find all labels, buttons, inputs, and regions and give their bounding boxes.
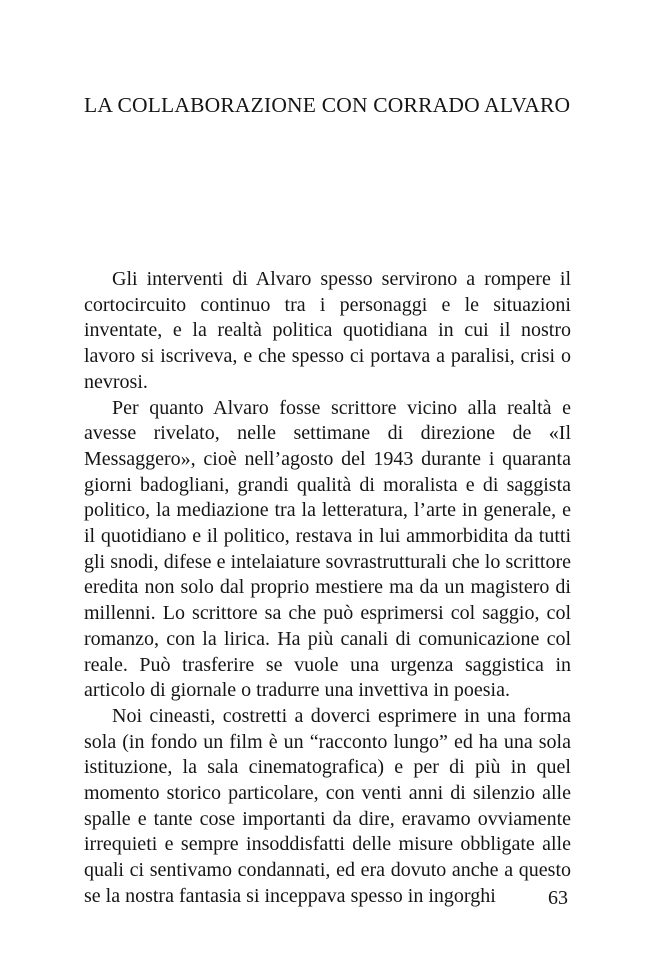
paragraph-1: Gli interventi di Alvaro spesso servirono a rompere il cortocircuito continuo tra i personaggi e le situazioni inventate, e la realtà politica quotidiana in cui il nostro lavoro si iscriveva, e che spesso ci portava a paralisi, crisi o nevrosi.	[84, 268, 571, 393]
body-text	[84, 267, 571, 910]
chapter-title: LA COLLABORAZIONE CON CORRADO ALVARO	[84, 93, 571, 117]
paragraph-2: Per quanto Alvaro fosse scrittore vicino alla realtà e avesse rivelato, nelle settimane di direzione de «Il Messaggero», cioè nell’agosto del 1943 durante i quaranta giorni badogliani, grandi qualità di moralista e di saggista politico, la mediazione tra la letteratura, l’arte in generale, e il quotidiano e il politico, restava in lui ammorbidita da tutti gli snodi, difese e intelaiature sovrastrutturali che lo scrittore eredita non solo dal proprio mestiere ma da un magistero di millenni. Lo scrittore sa che può esprimersi col saggio, col romanzo, con la lirica. Ha più canali di comunicazione col reale. Può trasferire se vuole una urgenza saggistica in articolo di giornale o tradurre una invettiva in poesia.	[84, 396, 571, 702]
page-number: 63	[548, 887, 568, 909]
paragraph-3: Noi cineasti, costretti a doverci esprimere in una forma sola (in fondo un film è un “racconto lungo” ed ha una sola istituzione, la sala cinematografica) e per di più in quel momento storico particolare, con venti anni di silenzio alle spalle e tante cose importanti da dire, eravamo ovviamente irrequieti e sempre insoddisfatti delle misure obbligate alle quali ci sentivamo condannati, ed era dovuto anche a questo se la nostra fantasia si inceppava spesso in ingorghi	[84, 704, 571, 907]
